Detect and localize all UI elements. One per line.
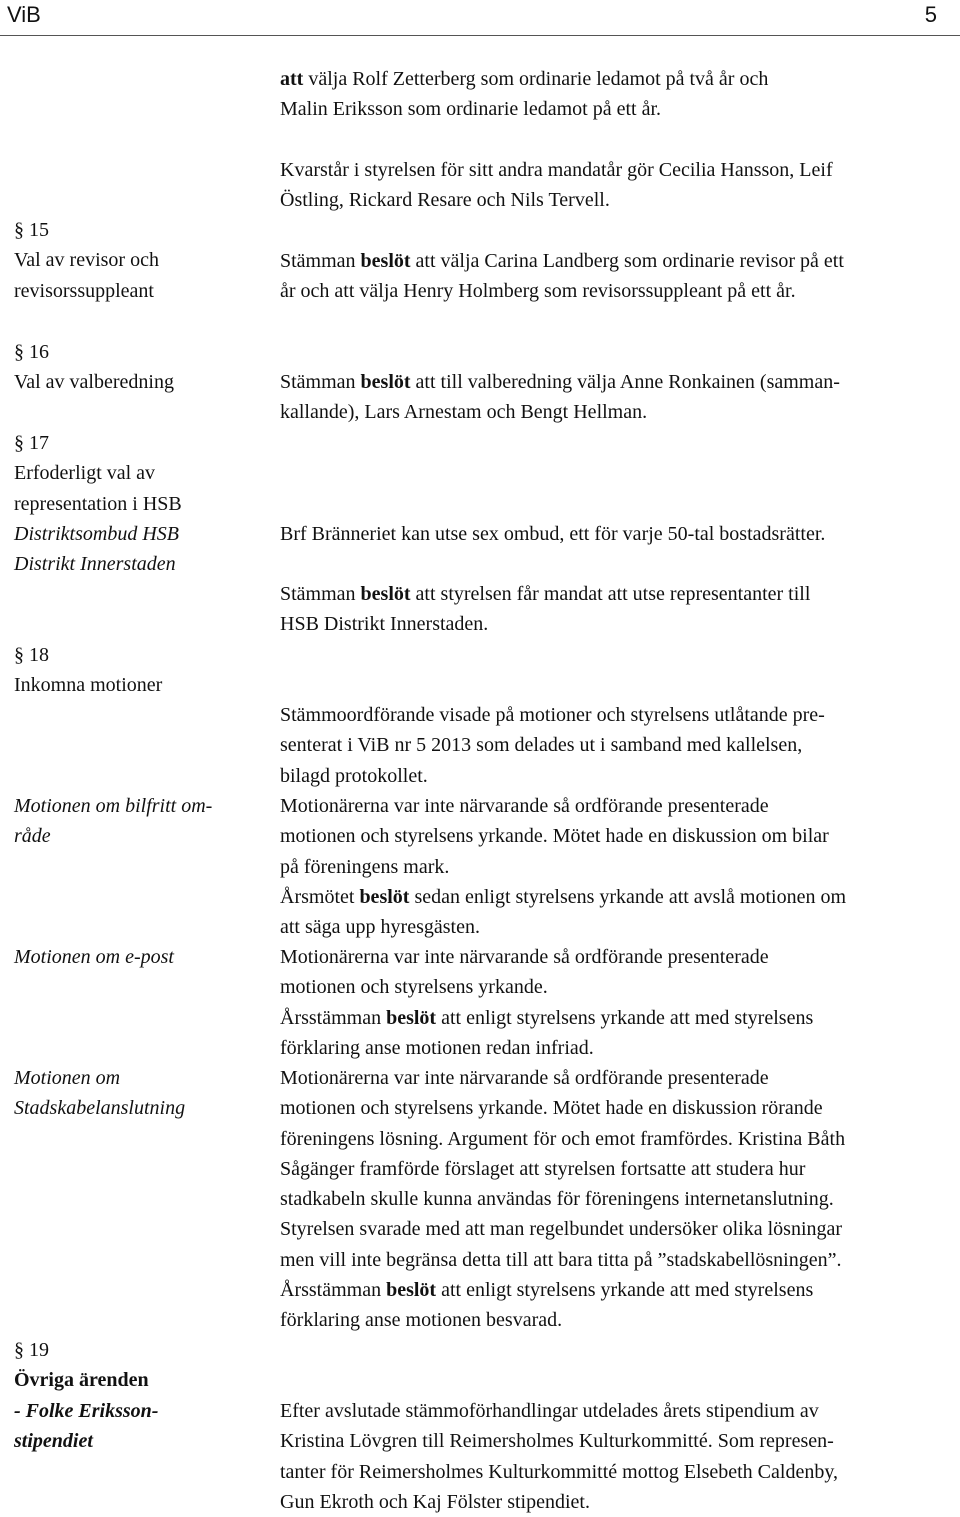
section-19-sublabel: - Folke Eriksson-: [14, 1399, 159, 1422]
section-18-heading: § 18 Inkomna motioner: [14, 640, 264, 701]
section-19-heading: § 19 Övriga ärenden - Folke Eriksson- stipendiet: [14, 1335, 264, 1456]
kvarstar-paragraph: Kvarstår i styrelsen för sitt andra mandatår gör Cecilia Hansson, Leif Östling, Rickard Resare och Nils Tervell.: [280, 159, 833, 212]
intro-att: att: [280, 68, 304, 90]
section-17-decision: Stämman beslöt att styrelsen får mandat att utse representanter till HSB Distrikt Innerstaden.: [280, 583, 811, 636]
section-19-number: § 19: [14, 1339, 49, 1361]
motion-2-body: Motionärerna var inte närvarande så ordförande presenterade motionen och styrelsens yrkande. Årsstämman beslöt att enligt styrelsens yrkande att med styrelsens förklaring anse motionen redan infriad.: [280, 946, 814, 1059]
motion-3-body: Motionärerna var inte närvarande så ordförande presenterade motionen och styrelsens yrkande. Mötet hade en diskussion rörande föreningens lösning. Argument för och emot framfördes. Kristina Båth Sågänger framförde förslaget att styrelsen fortsatte att studera hur stadkabeln skulle kunna användas för föreningens internetanslutning. Styrelsen svarade med att man regelbundet undersöker olika lösningar men vill inte begränsa detta till att bara titta på ”stadskabellösningen”. Årsstämman beslöt att enligt styrelsens yrkande att med styrelsens förklaring anse motionen besvarad.: [280, 1067, 846, 1332]
section-15-number: § 15: [14, 219, 49, 241]
section-16-heading: § 16 Val av valberedning: [14, 337, 264, 398]
section-16-body: Stämman beslöt att till valberedning välja Anne Ronkainen (samman- kallande), Lars Arnestam och Bengt Hellman.: [280, 371, 840, 424]
intro-paragraph: att välja Rolf Zetterberg som ordinarie ledamot på två år och Malin Eriksson som ordinarie ledamot på ett år.: [280, 68, 769, 121]
section-19-body: Efter avslutade stämmoförhandlingar utdelades årets stipendium av Kristina Lövgren till Reimersholmes Kulturkommitté. Som represen- tanter för Reimersholmes Kulturkommitté mottog Elsebeth Caldenby, Gun Ekroth och Kaj Fölster stipendiet.: [280, 1400, 839, 1513]
section-17-heading: § 17 Erfoderligt val av representation i HSB Distriktsombud HSB Distrikt Innerstaden: [14, 428, 264, 579]
publication-title: ViB: [7, 2, 41, 27]
section-18-number: § 18: [14, 644, 49, 666]
section-15-body: Stämman beslöt att välja Carina Landberg som ordinarie revisor på ett år och att välja Henry Holmberg som revisorssuppleant på ett år.: [280, 250, 844, 303]
section-15-heading: § 15 Val av revisor och revisorssuppleant: [14, 215, 264, 306]
motion-1-body: Motionärerna var inte närvarande så ordförande presenterade motionen och styrelsens yrkande. Mötet hade en diskussion om bilar på föreningens mark. Årsmötet beslöt sedan enligt styrelsens yrkande att avslå motionen om att säga upp hyresgästen.: [280, 795, 846, 939]
page-number: 5: [924, 2, 937, 27]
section-18-intro: Stämmoordförande visade på motioner och styrelsens utlåtande pre- senterat i ViB nr 5 2013 som delades ut i samband med kallelsen, bilagd protokollet.: [280, 704, 825, 787]
motion-2-label: Motionen om e-post: [14, 946, 174, 968]
page-header: [0, 0, 960, 36]
motion-1-label: Motionen om bilfritt om- råde: [14, 795, 213, 848]
section-17-body: Brf Bränneriet kan utse sex ombud, ett för varje 50-tal bostadsrätter.: [280, 523, 826, 545]
section-17-sublabel: Distriktsombud HSB: [14, 522, 179, 545]
section-16-number: § 16: [14, 341, 49, 363]
section-17-number: § 17: [14, 432, 49, 454]
motion-3-label: Motionen om Stadskabelanslutning: [14, 1067, 186, 1120]
